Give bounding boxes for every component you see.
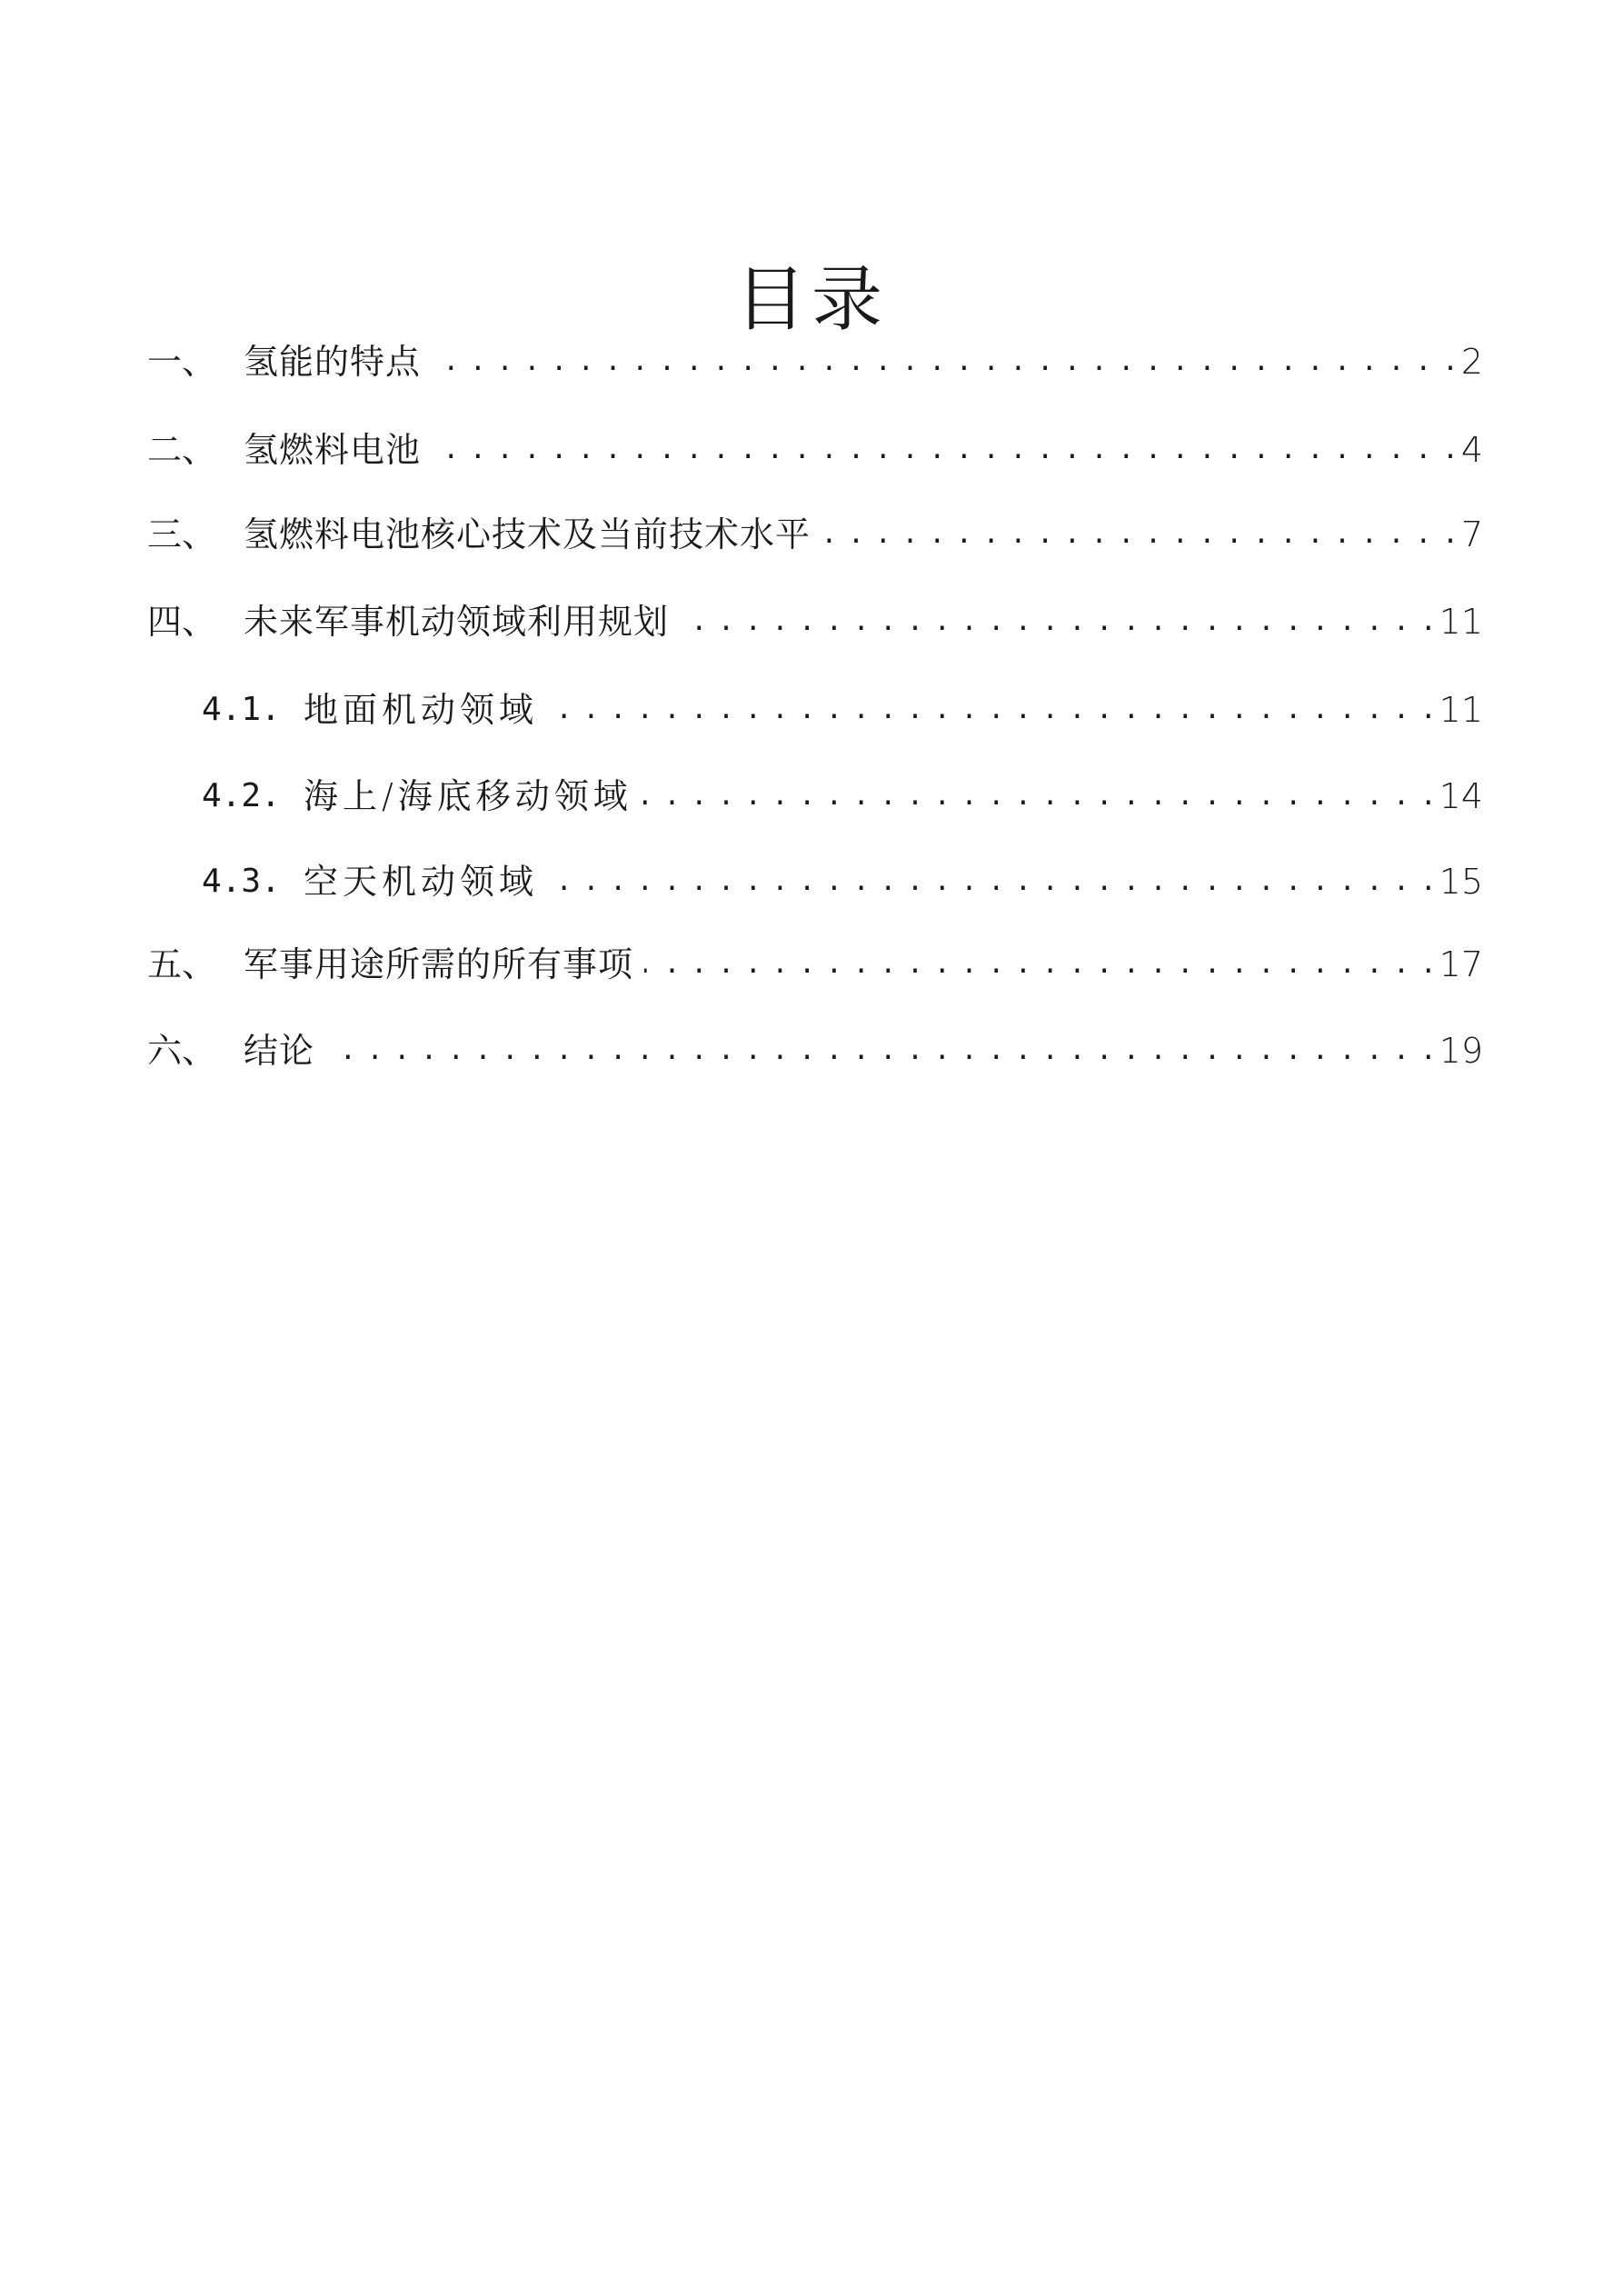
- toc-dot-leader: [549, 854, 1434, 909]
- toc-entry-page: 14: [1439, 776, 1483, 816]
- toc-entry-title: 结论: [244, 1031, 315, 1071]
- toc-entry-4-2[interactable]: [202, 769, 1483, 824]
- toc-entry-title: 海上/海底移动领域: [304, 776, 632, 816]
- toc-entry-1[interactable]: [147, 334, 1483, 389]
- toc-entry-title: 空天机动领域: [304, 862, 539, 902]
- toc-dot-leader: [432, 423, 1456, 477]
- toc-entry-title: 地面机动领域: [304, 690, 539, 730]
- toc-dot-leader: [325, 1023, 1434, 1078]
- toc-entry-6[interactable]: [147, 1023, 1483, 1078]
- toc-entry-4-3[interactable]: [202, 854, 1483, 909]
- toc-entry-number: 二、: [147, 430, 217, 470]
- toc-entry-number: 五、: [147, 944, 217, 984]
- toc-entry-number: 一、: [147, 342, 217, 382]
- toc-entry-number: 4.1.: [202, 691, 281, 728]
- toc-dot-leader: [644, 937, 1434, 992]
- toc-title: 目录: [734, 259, 888, 342]
- toc-entry-number: 四、: [147, 602, 217, 642]
- toc-entry-number: 三、: [147, 514, 217, 554]
- toc-entry-title: 未来军事机动领域利用规划: [244, 602, 670, 642]
- toc-entry-5[interactable]: [147, 937, 1483, 992]
- toc-entry-page: 11: [1439, 690, 1483, 730]
- toc-entry-page: 7: [1460, 514, 1483, 554]
- toc-dot-leader: [643, 769, 1434, 824]
- toc-entry-number: 六、: [147, 1031, 217, 1071]
- toc-entry-page: 17: [1439, 944, 1483, 984]
- toc-dot-leader: [432, 334, 1456, 389]
- toc-entry-title: 氢燃料电池核心技术及当前技术水平: [244, 514, 812, 554]
- toc-entry-number: 4.3.: [202, 863, 281, 900]
- toc-entry-number: 4.2.: [202, 777, 281, 814]
- toc-entry-title: 军事用途所需的所有事项: [244, 944, 634, 984]
- toc-entry-3[interactable]: [147, 507, 1483, 562]
- toc-entry-title: 氢能的特点: [244, 342, 422, 382]
- toc-entry-4-1[interactable]: [202, 683, 1483, 737]
- toc-entry-page: 19: [1439, 1031, 1483, 1071]
- toc-dot-leader: [549, 683, 1434, 737]
- toc-dot-leader: [680, 594, 1434, 649]
- toc-entry-page: 15: [1439, 862, 1483, 902]
- toc-entry-page: 11: [1439, 602, 1483, 642]
- toc-entry-2[interactable]: [147, 423, 1483, 477]
- toc-entry-title: 氢燃料电池: [244, 430, 422, 470]
- toc-dot-leader: [821, 507, 1456, 562]
- toc-entry-page: 2: [1460, 342, 1483, 382]
- toc-entry-page: 4: [1460, 430, 1483, 470]
- toc-entry-4[interactable]: [147, 594, 1483, 649]
